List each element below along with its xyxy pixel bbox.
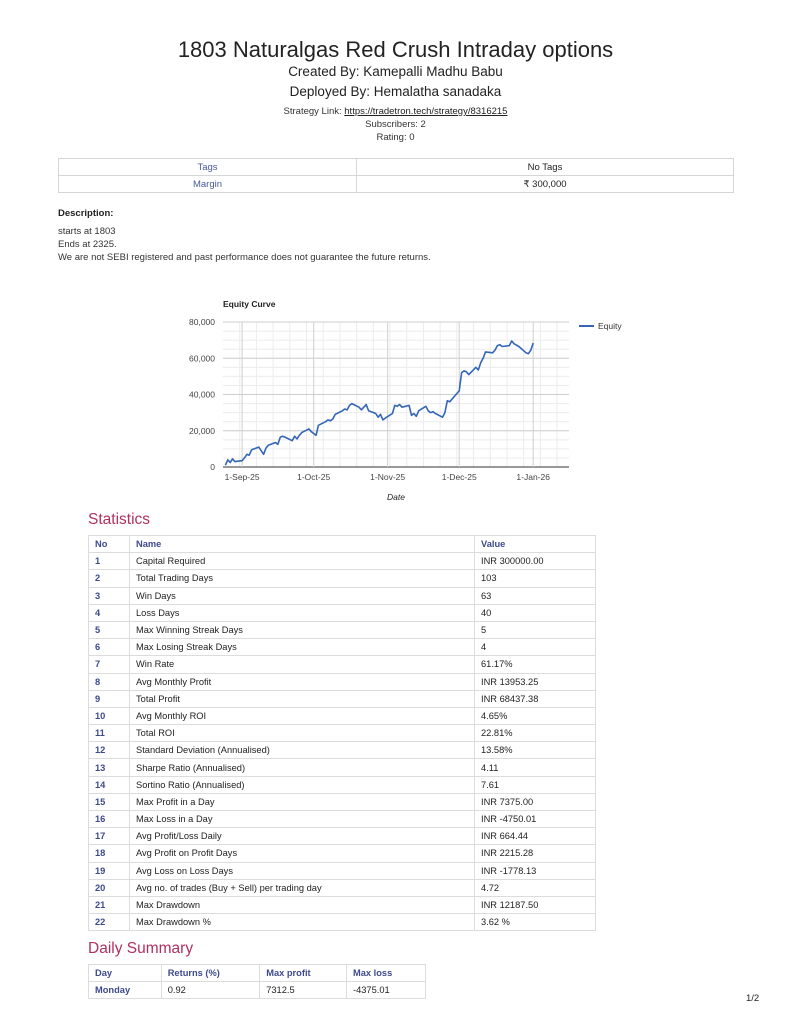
table-row: [89, 879, 596, 896]
description-line: Ends at 2325.: [58, 239, 117, 250]
info-table: [58, 158, 734, 193]
daily-header-row: [89, 965, 426, 982]
stat-name: Win Days: [130, 587, 475, 604]
stat-name: Max Losing Streak Days: [130, 639, 475, 656]
stat-name: Avg Profit/Loss Daily: [130, 828, 475, 845]
row-number: 13: [89, 759, 130, 776]
stat-value: INR 2215.28: [475, 845, 596, 862]
row-number: 3: [89, 587, 130, 604]
row-number: 22: [89, 914, 130, 931]
legend-label: Equity: [598, 321, 622, 331]
max-profit-value: 7312.5: [260, 982, 347, 999]
strategy-link-label: Strategy Link:: [283, 106, 345, 117]
row-number: 12: [89, 742, 130, 759]
table-row: [89, 725, 596, 742]
table-row: [89, 604, 596, 621]
tags-label: Tags: [59, 159, 357, 176]
row-number: 4: [89, 604, 130, 621]
info-row-margin: [59, 176, 734, 193]
row-number: 5: [89, 621, 130, 638]
y-tick-label: 40,000: [189, 389, 215, 400]
table-row: [89, 639, 596, 656]
col-header: No: [89, 536, 130, 553]
day-name: Monday: [89, 982, 162, 999]
table-row: [89, 896, 596, 913]
table-row: [89, 587, 596, 604]
stat-value: INR 13953.25: [475, 673, 596, 690]
report-title: 1803 Naturalgas Red Crush Intraday options: [177, 37, 614, 62]
stat-name: Max Drawdown: [130, 896, 475, 913]
stat-value: INR 7375.00: [475, 793, 596, 810]
created-by: Created By: Kamepalli Madhu Babu: [288, 64, 503, 79]
statistics-header-row: [89, 536, 596, 553]
stat-value: 3.62 %: [475, 914, 596, 931]
daily-summary-table: [88, 964, 426, 999]
stat-name: Avg Monthly ROI: [130, 707, 475, 724]
x-tick-label: 1-Nov-25: [370, 472, 406, 482]
page-number: 1/2: [746, 993, 760, 1004]
table-row: [89, 914, 596, 931]
stat-name: Total Profit: [130, 690, 475, 707]
stat-value: 103: [475, 570, 596, 587]
stat-name: Total Trading Days: [130, 570, 475, 587]
y-tick-label: 0: [210, 462, 215, 472]
stat-name: Total ROI: [130, 725, 475, 742]
table-row: [89, 553, 596, 570]
table-row: [89, 621, 596, 638]
stat-name: Max Winning Streak Days: [130, 621, 475, 638]
row-number: 20: [89, 879, 130, 896]
table-row: [89, 845, 596, 862]
subscribers-count: Subscribers: 2: [365, 119, 426, 130]
info-row-tags: [59, 159, 734, 176]
returns-value: 0.92: [161, 982, 259, 999]
row-number: 1: [89, 553, 130, 570]
description-heading: Description:: [58, 208, 114, 219]
stat-value: 61.17%: [475, 656, 596, 673]
stat-name: Avg Profit on Profit Days: [130, 845, 475, 862]
stat-name: Capital Required: [130, 553, 475, 570]
stat-value: 4.65%: [475, 707, 596, 724]
margin-label: Margin: [59, 176, 357, 193]
table-row: [89, 742, 596, 759]
stat-value: 13.58%: [475, 742, 596, 759]
table-row: [89, 673, 596, 690]
row-number: 2: [89, 570, 130, 587]
strategy-link[interactable]: https://tradetron.tech/strategy/8316215: [344, 106, 508, 117]
stat-value: INR 664.44: [475, 828, 596, 845]
y-tick-label: 60,000: [189, 353, 215, 364]
y-tick-label: 80,000: [189, 317, 215, 327]
table-row: [89, 982, 426, 999]
col-header: Value: [475, 536, 596, 553]
x-axis-label: Date: [387, 492, 405, 502]
table-row: [89, 811, 596, 828]
stat-name: Max Profit in a Day: [130, 793, 475, 810]
description-line: starts at 1803: [58, 226, 116, 237]
margin-value: ₹ 300,000: [357, 176, 734, 193]
stat-name: Sortino Ratio (Annualised): [130, 776, 475, 793]
stat-value: 40: [475, 604, 596, 621]
col-header: Returns (%): [161, 965, 259, 982]
stat-value: 4: [475, 639, 596, 656]
table-row: [89, 570, 596, 587]
row-number: 9: [89, 690, 130, 707]
deployed-by: Deployed By: Hemalatha sanadaka: [289, 84, 502, 99]
row-number: 8: [89, 673, 130, 690]
stat-name: Standard Deviation (Annualised): [130, 742, 475, 759]
rating: Rating: 0: [376, 132, 415, 143]
stat-value: 63: [475, 587, 596, 604]
row-number: 11: [89, 725, 130, 742]
row-number: 16: [89, 811, 130, 828]
tags-value: No Tags: [357, 159, 734, 176]
stat-name: Avg no. of trades (Buy + Sell) per trading day: [130, 879, 475, 896]
row-number: 18: [89, 845, 130, 862]
table-row: [89, 759, 596, 776]
x-tick-label: 1-Dec-25: [441, 472, 477, 482]
stat-value: 4.72: [475, 879, 596, 896]
table-row: [89, 656, 596, 673]
stat-value: 22.81%: [475, 725, 596, 742]
stat-name: Sharpe Ratio (Annualised): [130, 759, 475, 776]
stat-value: 7.61: [475, 776, 596, 793]
row-number: 7: [89, 656, 130, 673]
x-tick-label: 1-Sep-25: [224, 472, 260, 482]
x-tick-label: 1-Jan-26: [516, 472, 550, 482]
col-header: Day: [89, 965, 162, 982]
stat-value: 4.11: [475, 759, 596, 776]
stat-value: INR -1778.13: [475, 862, 596, 879]
col-header: Max loss: [346, 965, 425, 982]
stat-name: Avg Loss on Loss Days: [130, 862, 475, 879]
strategy-link-line: [0, 106, 791, 117]
daily-summary-heading: Daily Summary: [88, 940, 194, 957]
stat-value: INR 300000.00: [475, 553, 596, 570]
stat-name: Loss Days: [130, 604, 475, 621]
table-row: [89, 776, 596, 793]
stat-value: 5: [475, 621, 596, 638]
stat-value: INR 68437.38: [475, 690, 596, 707]
row-number: 10: [89, 707, 130, 724]
stat-name: Win Rate: [130, 656, 475, 673]
row-number: 14: [89, 776, 130, 793]
statistics-table: [88, 535, 596, 931]
x-tick-label: 1-Oct-25: [297, 472, 331, 482]
row-number: 6: [89, 639, 130, 656]
table-row: [89, 862, 596, 879]
stat-value: INR -4750.01: [475, 811, 596, 828]
stat-value: INR 12187.50: [475, 896, 596, 913]
row-number: 19: [89, 862, 130, 879]
table-row: [89, 707, 596, 724]
y-tick-label: 20,000: [189, 425, 215, 436]
statistics-heading: Statistics: [88, 511, 151, 528]
row-number: 15: [89, 793, 130, 810]
col-header: Max profit: [260, 965, 347, 982]
equity-chart: [175, 292, 645, 507]
row-number: 17: [89, 828, 130, 845]
max-loss-value: -4375.01: [346, 982, 425, 999]
stat-name: Max Loss in a Day: [130, 811, 475, 828]
description-line: We are not SEBI registered and past performance does not guarantee the future returns.: [58, 252, 431, 263]
col-header: Name: [130, 536, 475, 553]
table-row: [89, 690, 596, 707]
table-row: [89, 828, 596, 845]
table-row: [89, 793, 596, 810]
stat-name: Max Drawdown %: [130, 914, 475, 931]
chart-title: Equity Curve: [223, 299, 276, 309]
stat-name: Avg Monthly Profit: [130, 673, 475, 690]
row-number: 21: [89, 896, 130, 913]
